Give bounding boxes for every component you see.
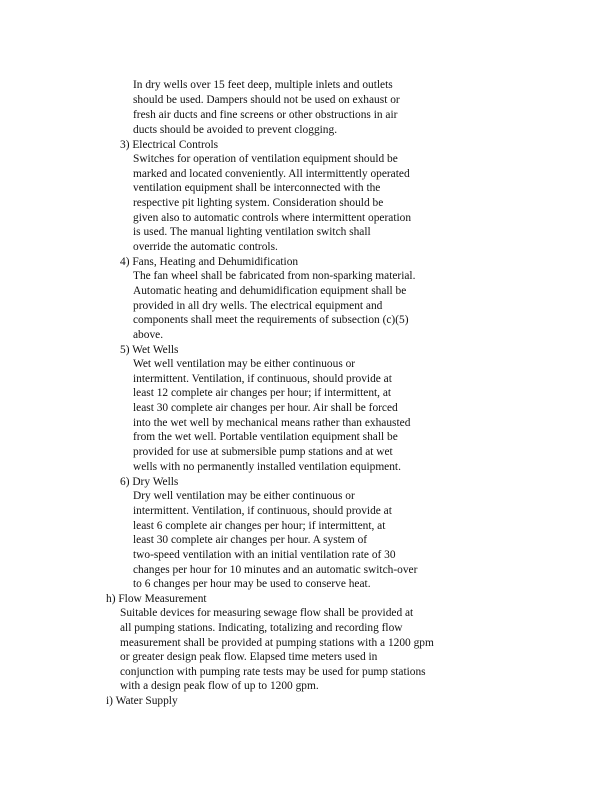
section3-line: Switches for operation of ventilation equipment should be [133,153,398,165]
sectionh-line: all pumping stations. Indicating, totalizing and recording flow [120,622,403,634]
section5-line: from the wet well. Portable ventilation equipment shall be [133,431,398,443]
section6-line: least 6 complete air changes per hour; if intermittent, at [133,520,386,532]
section4-line: The fan wheel shall be fabricated from non-sparking material. [133,270,416,282]
section5-line: intermittent. Ventilation, if continuous, should provide at [133,373,392,385]
section3-line: given also to automatic controls where intermittent operation [133,212,412,224]
intro-line: ducts should be avoided to prevent clogging. [133,124,338,136]
sectionh-line: Suitable devices for measuring sewage flow shall be provided at [120,607,414,619]
sectionh-line: with a design peak flow of up to 1200 gpm. [120,680,319,692]
section5-line: least 12 complete air changes per hour; if intermittent, at [133,387,392,399]
intro-line: In dry wells over 15 feet deep, multiple inlets and outlets [133,79,393,91]
section6-line: changes per hour for 10 minutes and an automatic switch-over [133,564,418,576]
section6-line: Dry well ventilation may be either continuous or [133,490,355,502]
section5-line: into the wet well by mechanical means rather than exhausted [133,417,411,429]
section6-line: intermittent. Ventilation, if continuous, should provide at [133,505,392,517]
section6-line: least 30 complete air changes per hour. A system of [133,534,368,546]
section3-line: override the automatic controls. [133,241,278,253]
section-heading-fans-heating: 4) Fans, Heating and Dehumidification [120,256,299,268]
section-heading-wet-wells: 5) Wet Wells [120,344,179,356]
section6-line: two-speed ventilation with an initial ventilation rate of 30 [133,549,396,561]
section-heading-water-supply: i) Water Supply [106,695,178,707]
intro-line: should be used. Dampers should not be used on exhaust or [133,94,400,106]
section4-line: components shall meet the requirements of subsection (c)(5) [133,314,409,326]
sectionh-line: measurement shall be provided at pumping stations with a 1200 gpm [120,637,434,649]
section4-line: above. [133,329,164,341]
sectionh-line: or greater design peak flow. Elapsed time meters used in [120,651,378,663]
section4-line: provided in all dry wells. The electrical equipment and [133,300,383,312]
intro-line: fresh air ducts and fine screens or other obstructions in air [133,109,398,121]
section-heading-electrical-controls: 3) Electrical Controls [120,139,219,151]
section3-line: is used. The manual lighting ventilation switch shall [133,226,371,238]
section5-line: wells with no permanently installed ventilation equipment. [133,461,401,473]
section5-line: provided for use at submersible pump stations and at wet [133,446,393,458]
section4-line: Automatic heating and dehumidification equipment shall be [133,285,407,297]
section3-line: marked and located conveniently. All intermittently operated [133,168,410,180]
sectionh-line: conjunction with pumping rate tests may be used for pump stations [120,666,426,678]
section3-line: ventilation equipment shall be interconnected with the [133,182,381,194]
section-heading-flow-measurement: h) Flow Measurement [106,593,207,605]
section6-line: to 6 changes per hour may be used to conserve heat. [133,578,371,590]
section3-line: respective pit lighting system. Consideration should be [133,197,384,209]
section5-line: least 30 complete air changes per hour. Air shall be forced [133,402,398,414]
section5-line: Wet well ventilation may be either continuous or [133,358,356,370]
section-heading-dry-wells: 6) Dry Wells [120,476,179,488]
